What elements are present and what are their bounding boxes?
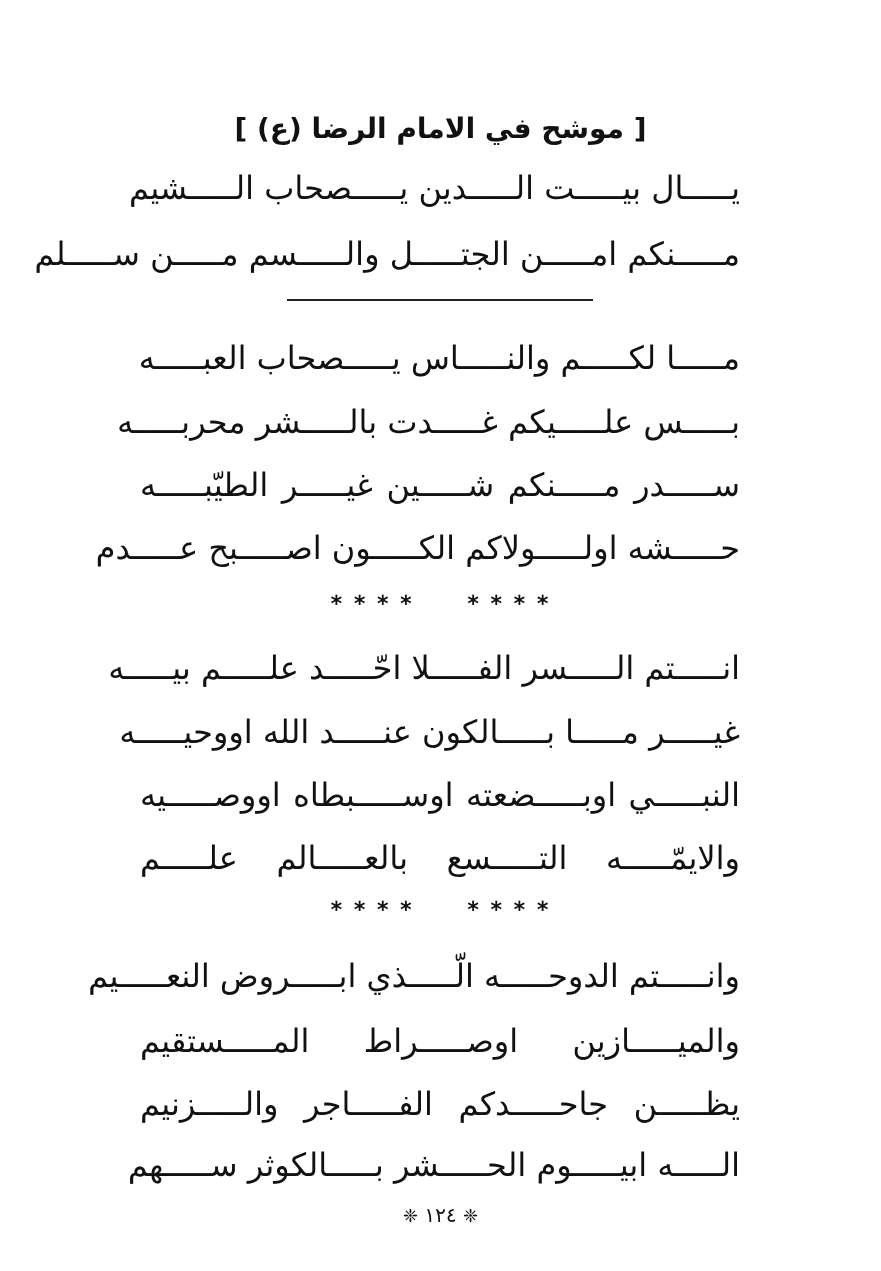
star-group: * * * * (467, 592, 551, 617)
verse-line: النبـــــي اوبـــــضعته اوســـــبطاه اووصـــــيه (140, 776, 740, 814)
ornament-icon: ❈ (462, 1206, 479, 1227)
verse-line: مـــــا لكـــــم والنـــــاس يـــــصحاب العبـــــه (138, 339, 740, 377)
page-number (0, 1203, 881, 1227)
star-separator (0, 898, 881, 923)
verse-line: يظـــــن جاحـــــدكم الفـــــاجر والـــــزنيم (140, 1085, 740, 1123)
verse-line: مـــــنكم امـــــن الجتـــــل والـــــسم مـــــن ســـــلم (34, 235, 740, 273)
star-group: * * * * (467, 898, 551, 923)
ornament-icon: ❈ (402, 1206, 419, 1227)
verse-line: انـــــتم الـــــسر الفـــــلا احّـــــد علـــــم بيـــــه (108, 649, 740, 687)
verse-line: يـــــال بيـــــت الـــــدين يـــــصحاب الـــــشيم (129, 169, 740, 207)
star-separator (0, 592, 881, 617)
poem-title: [ موشح في الامام الرضا (ع) ] (234, 112, 647, 145)
divider-rule (287, 299, 593, 301)
page-number-text: ١٢٤ (424, 1203, 457, 1227)
verse-line: غيـــــر مـــــا بـــــالكون عنـــــد الله اووحيـــــه (119, 713, 740, 751)
star-group: * * * * (330, 898, 414, 923)
verse-line: بـــــس علـــــيكم غـــــدت بالـــــشر محربـــــه (117, 403, 740, 441)
verse-line: والايمّـــــه التـــــسع بالعـــــالم علـــــم (140, 839, 740, 877)
verse-line: ســـــدر مـــــنكم شـــــين غيـــــر الطيّبـــــه (140, 466, 740, 504)
verse-line: وانـــــتم الدوحـــــه الّـــــذي ابـــــروض النعـــــيم (88, 957, 740, 995)
verse-line: الـــــه ابيـــــوم الحـــــشر بـــــالكوثر ســـــهم (127, 1146, 740, 1184)
verse-line: حـــــشه اولـــــولاكم الكـــــون اصـــــبح عـــــدم (95, 529, 740, 567)
verse-line: والميـــــازين اوصـــــراط المـــــستقيم (140, 1022, 740, 1060)
star-group: * * * * (330, 592, 414, 617)
